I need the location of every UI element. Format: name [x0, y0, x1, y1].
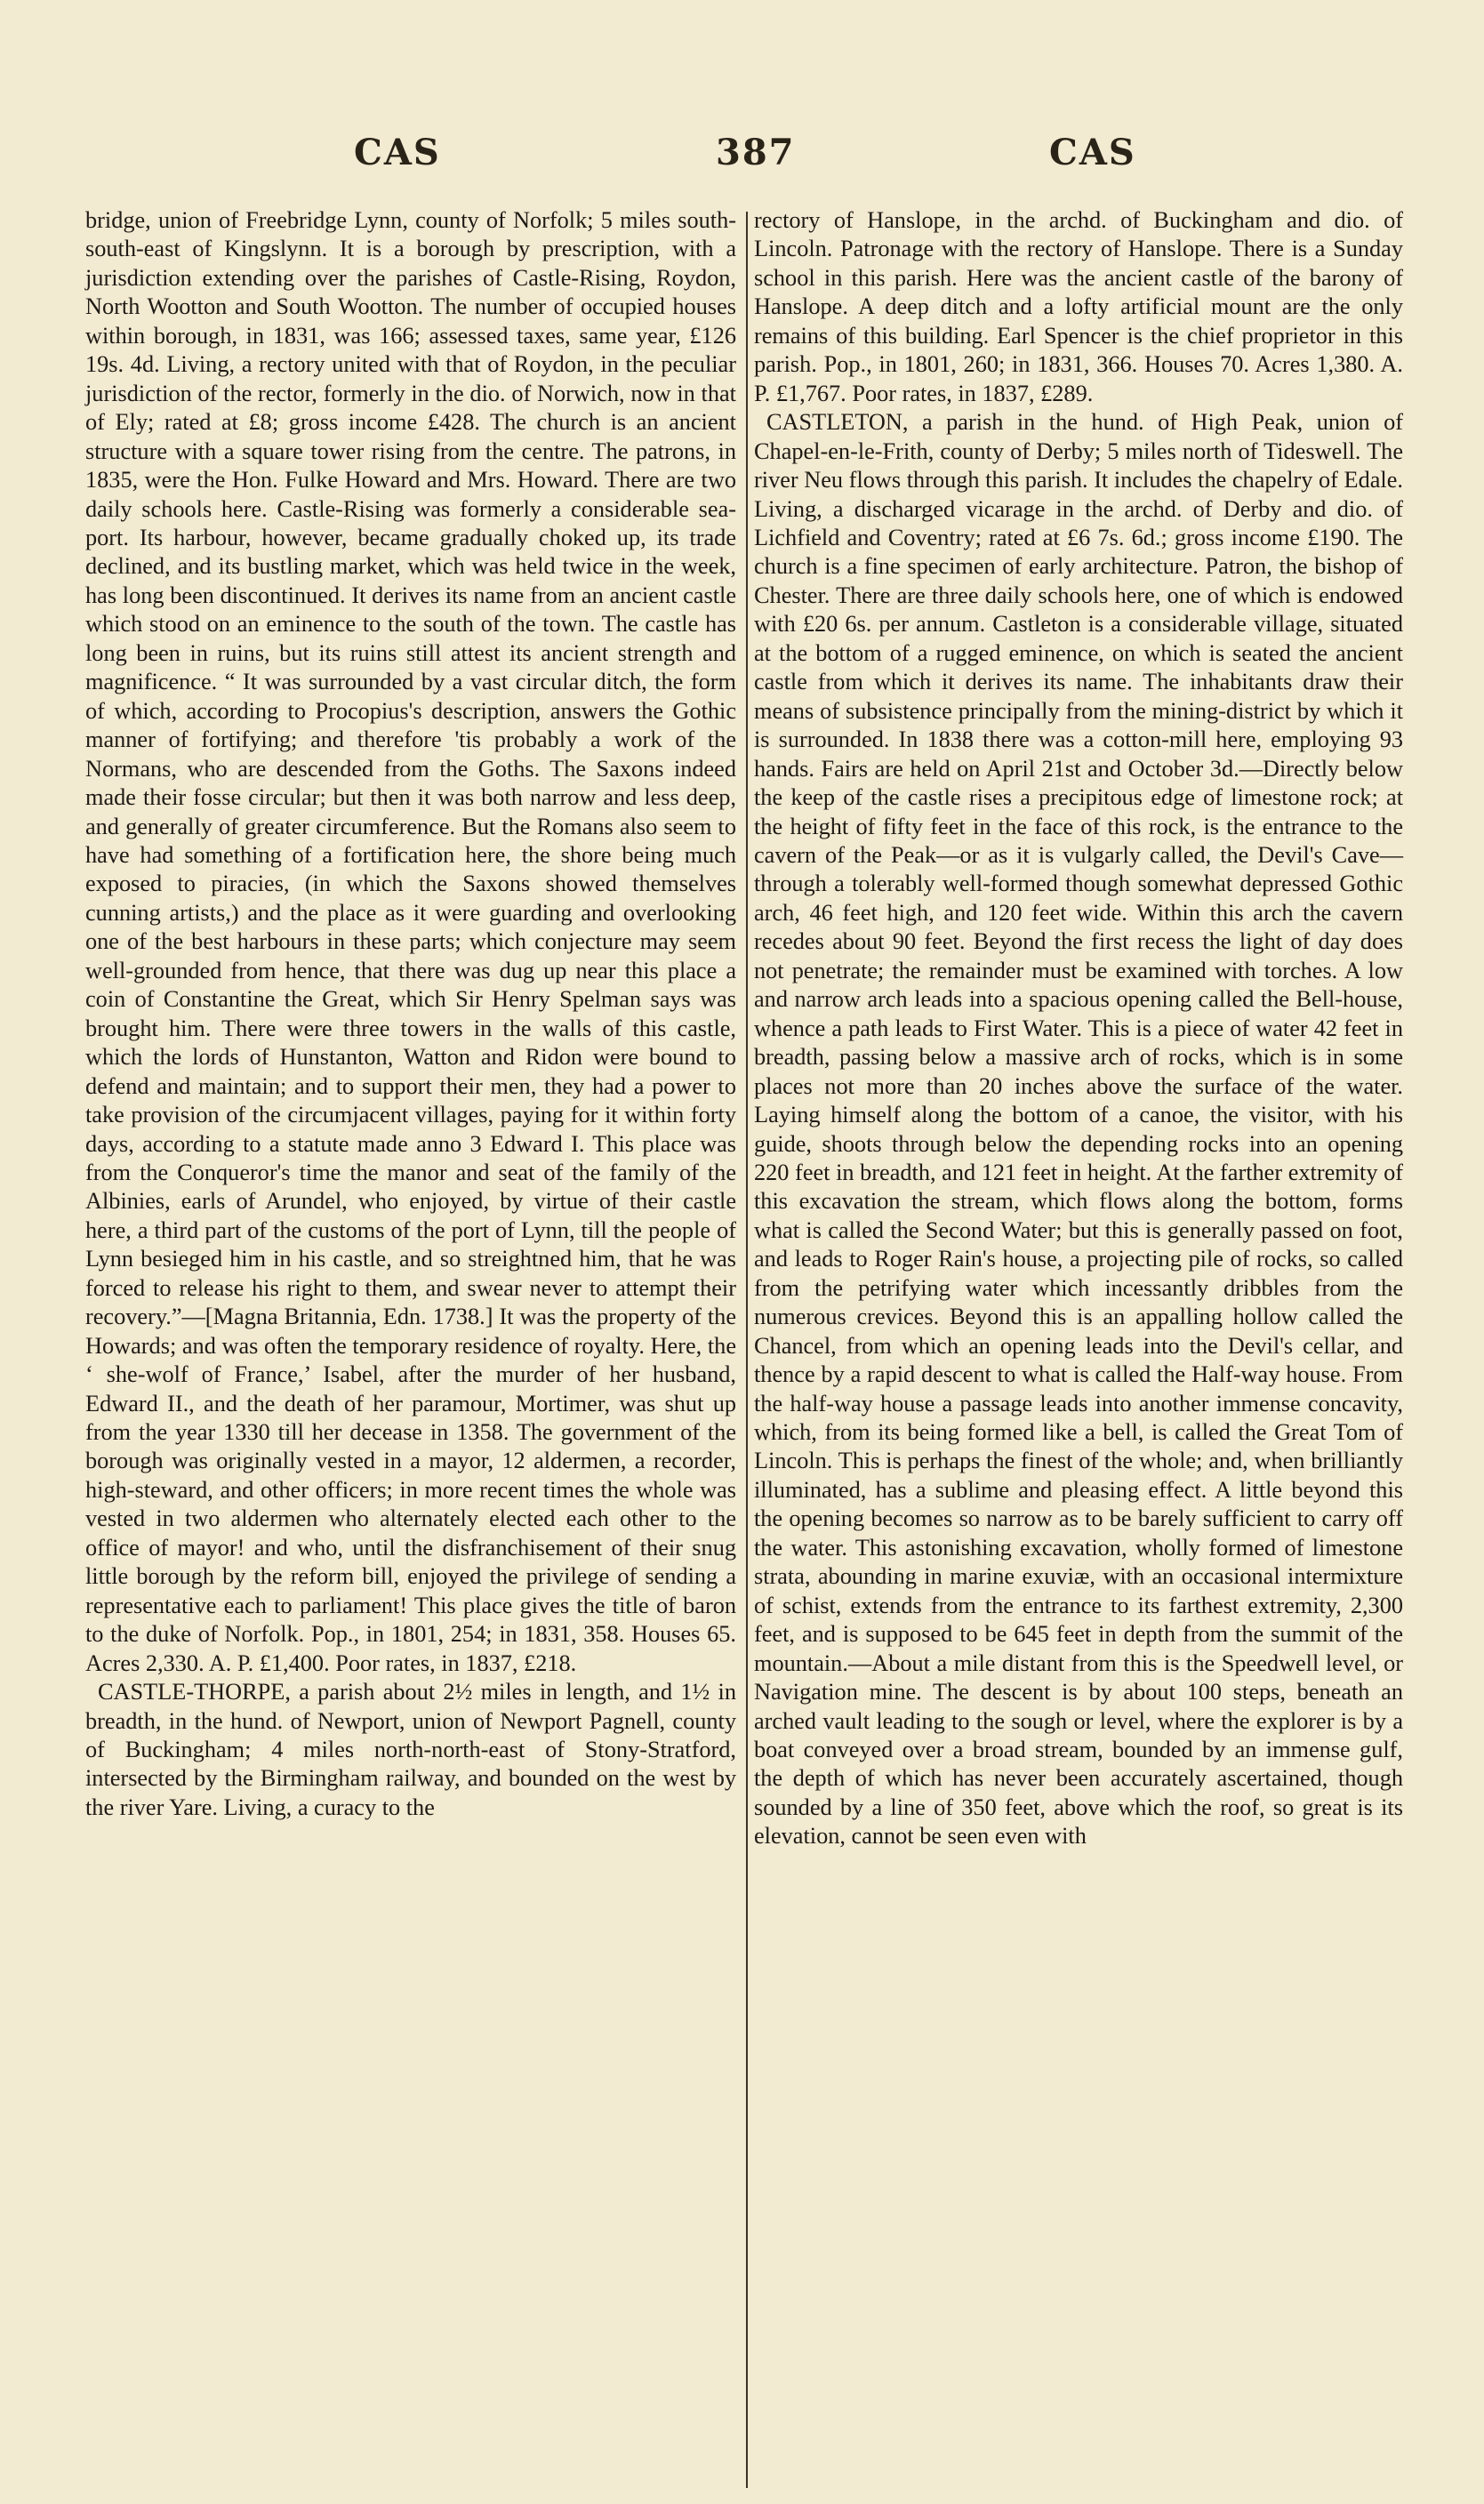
- entry-castleton: CASTLETON, a parish in the hund. of High Peak, union of Chapel-en-le-Frith, county of Derby; 5 miles north of Tideswell. The river Neu flows through this parish. It includes the chapelry of Edale. Living, a discharged vicarage in the archd. of Derby and dio. of Lichfield and Coventry; rated at £6 7s. 6d.; gross income £190. The church is a fine specimen of early architecture. Patron, the bishop of Chester. There are three daily schools here, one of which is endowed with £20 6s. per annum. Castleton is a considerable village, situated at the bottom of a rugged eminence, on which is seated the ancient castle from which it derives its name. The inhabitants draw their means of subsistence principally from the mining-district by which it is surrounded. In 1838 there was a cotton-mill here, employing 93 hands. Fairs are held on April 21st and October 3d.—Directly below the keep of the castle rises a precipitous edge of limestone rock; at the height of fifty feet in the face of this rock, is the entrance to the cavern of the Peak—or as it is vulgarly called, the Devil's Cave—through a tolerably well-formed though somewhat depressed Gothic arch, 46 feet high, and 120 feet wide. Within this arch the cavern recedes about 90 feet. Beyond the first recess the light of day does not penetrate; the remainder must be examined with torches. A low and narrow arch leads into a spacious opening called the Bell-house, whence a path leads to First Water. This is a piece of water 42 feet in breadth, passing below a massive arch of rocks, which is in some places not more than 20 inches above the surface of the water. Laying himself along the bottom of a canoe, the visitor, with his guide, shoots through below the depending rocks into an opening 220 feet in breadth, and 121 feet in height. At the farther extremity of this excavation the stream, which flows along the bottom, forms what is called the Second Water; but this is generally passed on foot, and leads to Roger Rain's house, a projecting pile of rocks, so called from the petrifying water which incessantly dribbles from the numerous crevices. Beyond this is an appalling hollow called the Chancel, from which an opening leads into the Devil's cellar, and thence by a rapid descent to what is called the Half-way house. From the half-way house a passage leads into another immense concavity, which, from its being formed like a bell, is called the Great Tom of Lincoln. This is perhaps the finest of the whole; and, when brilliantly illuminated, has a sublime and pleasing effect. A little beyond this the opening becomes so narrow as to be barely sufficient to carry off the water. This astonishing excavation, wholly formed of limestone strata, abounding in marine exuviæ, with an occasional intermixture of schist, extends from the entrance to its farthest extremity, 2,300 feet, and is supposed to be 645 feet in depth from the summit of the mountain.—About a mile distant from this is the Speedwell level, or Navigation mine. The descent is by about 100 steps, beneath an arched vault leading to the sough or level, where the explorer is by a boat conveyed over a broad stream, bounded by an immense gulf, the depth of which has never been accurately ascertained, though sounded by a line of 350 feet, above which the roof, so great is its elevation, cannot be seen even with: [754, 409, 1403, 1850]
- right-column: [754, 206, 1403, 1851]
- running-head-right: CAS: [1049, 132, 1136, 173]
- left-column: [85, 206, 736, 1822]
- running-head-left: CAS: [354, 132, 441, 173]
- entry-castle-thorpe: CASTLE-THORPE, a parish about 2½ miles in length, and 1½ in breadth, in the hund. of Newport, union of Newport Pagnell, county of Buckingham; 4 miles north-north-east of Stony-Stratford, intersected by the Birmingham railway, and bounded on the west by the river Yare. Living, a curacy to the: [85, 1679, 736, 1820]
- column-divider: [746, 212, 748, 2488]
- page-number: 387: [716, 132, 796, 173]
- entry-castle-rising-continued: bridge, union of Freebridge Lynn, county of Norfolk; 5 miles south-south-east of Kingslynn. It is a borough by prescription, with a jurisdiction extending over the parishes of Castle-Rising, Roydon, North Wootton and South Wootton. The number of occupied houses within borough, in 1831, was 166; assessed taxes, same year, £126 19s. 4d. Living, a rectory united with that of Roydon, in the peculiar jurisdiction of the rector, formerly in the dio. of Norwich, now in that of Ely; rated at £8; gross income £428. The church is an ancient structure with a square tower rising from the centre. The patrons, in 1835, were the Hon. Fulke Howard and Mrs. Howard. There are two daily schools here. Castle-Rising was formerly a considerable sea-port. Its harbour, however, became gradually choked up, its trade declined, and its bustling market, which was held twice in the week, has long been discontinued. It derives its name from an ancient castle which stood on an eminence to the south of the town. The castle has long been in ruins, but its ruins still attest its ancient strength and magnificence. “ It was surrounded by a vast circular ditch, the form of which, according to Procopius's description, answers the Gothic manner of fortifying; and therefore 'tis probably a work of the Normans, who are descended from the Goths. The Saxons indeed made their fosse circular; but then it was both narrow and less deep, and generally of greater circumference. But the Romans also seem to have had something of a fortification here, the shore being much exposed to piracies, (in which the Saxons showed themselves cunning artists,) and the place as it were guarding and overlooking one of the best harbours in these parts; which conjecture may seem well-grounded from hence, that there was dug up near this place a coin of Constantine the Great, which Sir Henry Spelman says was brought him. There were three towers in the walls of this castle, which the lords of Hunstanton, Watton and Ridon were bound to defend and maintain; and to support their men, they had a power to take provision of the circumjacent villages, paying for it within forty days, according to a statute made anno 3 Edward I. This place was from the Conqueror's time the manor and seat of the family of the Albinies, earls of Arundel, who enjoyed, by virtue of their castle here, a third part of the customs of the port of Lynn, till the people of Lynn besieged him in his castle, and so streightned him, that he was forced to release his right to them, and swear never to attempt their recovery.”—[Magna Britannia, Edn. 1738.] It was the property of the Howards; and was often the temporary residence of royalty. Here, the ‘ she-wolf of France,’ Isabel, after the murder of her husband, Edward II., and the death of her paramour, Mortimer, was shut up from the year 1330 till her decease in 1358. The government of the borough was originally vested in a mayor, 12 aldermen, a recorder, high-steward, and other officers; in more recent times the whole was vested in two aldermen who alternately elected each other to the office of mayor! and who, until the disfranchisement of their snug little borough by the reform bill, enjoyed the privilege of sending a representative each to parliament! This place gives the title of baron to the duke of Norfolk. Pop., in 1801, 254; in 1831, 358. Houses 65. Acres 2,330. A. P. £1,400. Poor rates, in 1837, £218.: [85, 207, 736, 1676]
- entry-castle-thorpe-continued: rectory of Hanslope, in the archd. of Buckingham and dio. of Lincoln. Patronage with the rectory of Hanslope. There is a Sunday school in this parish. Here was the ancient castle of the barony of Hanslope. A deep ditch and a lofty artificial mount are the only remains of this building. Earl Spencer is the chief proprietor in this parish. Pop., in 1801, 260; in 1831, 366. Houses 70. Acres 1,380. A. P. £1,767. Poor rates, in 1837, £289.: [754, 207, 1403, 406]
